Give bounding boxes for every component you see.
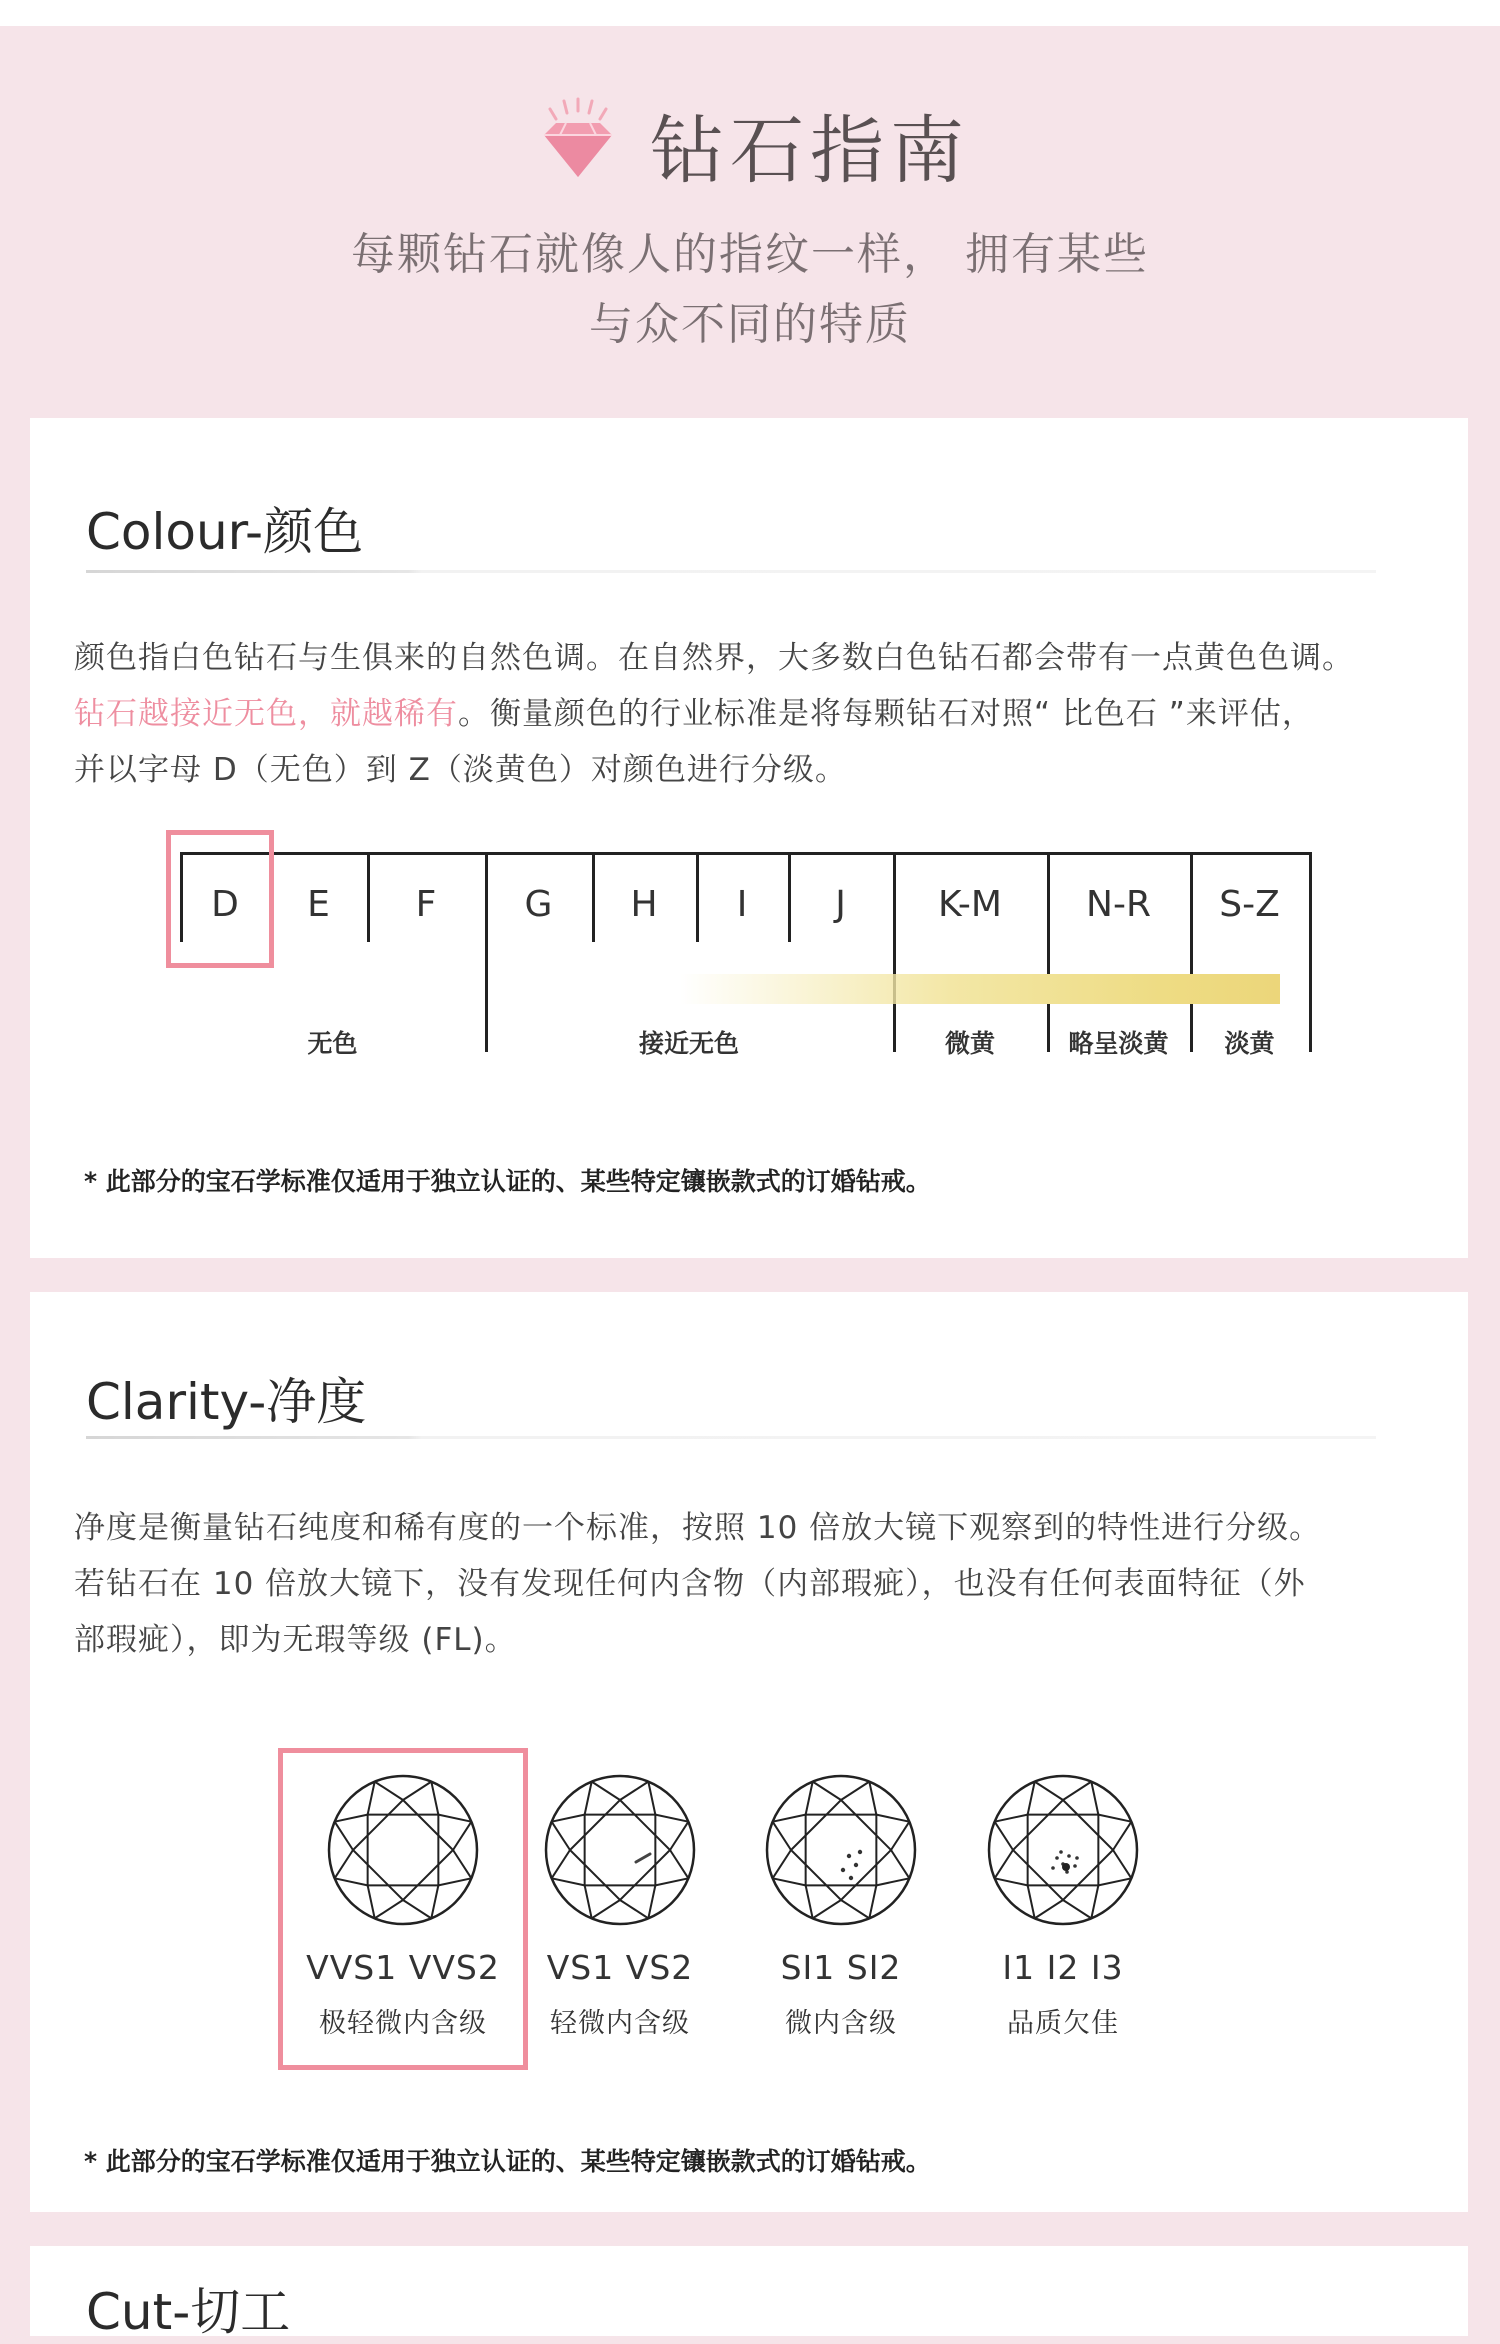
- clarity-footnote: * 此部分的宝石学标准仅适用于独立认证的、某些特定镶嵌款式的订婚钻戒。: [84, 2147, 931, 2176]
- page-title: 钻石指南: [650, 108, 970, 194]
- colour-grade-scale: [180, 852, 1312, 1058]
- page-subtitle: [0, 220, 1500, 360]
- diamond-top-view-icon: [761, 1770, 921, 1930]
- clarity-divider: [86, 1436, 1376, 1439]
- colour-heading: Colour-颜色: [86, 503, 364, 561]
- grade-g: G: [524, 884, 553, 925]
- guide-header: [0, 90, 1500, 360]
- clarity-grade-desc: 微内含级: [785, 2008, 897, 2039]
- diamond-top-view-icon: [323, 1770, 483, 1930]
- subtitle-line: 每颗钻石就像人的指纹一样， 拥有某些: [351, 229, 1149, 280]
- clarity-item-si: [726, 1740, 956, 2040]
- clarity-grade-label: I1 I2 I3: [1002, 1948, 1124, 1987]
- clarity-grade-desc: 轻微内含级: [550, 2008, 690, 2039]
- subtitle-line: 与众不同的特质: [589, 299, 911, 350]
- colour-description: [74, 630, 1414, 798]
- clarity-description: [74, 1500, 1414, 1668]
- grade-f: F: [415, 884, 437, 925]
- grade-i: I: [736, 884, 748, 925]
- grade-k-m: K-M: [938, 884, 1002, 925]
- clarity-grade-label: SI1 SI2: [780, 1948, 902, 1987]
- group-near-colourless: 接近无色: [638, 1029, 739, 1058]
- group-faint-yellow: 微黄: [944, 1029, 995, 1058]
- clarity-item-i: [948, 1740, 1178, 2040]
- scale-top-line: [180, 852, 1312, 855]
- colour-divider: [86, 570, 1376, 573]
- group-very-light-yellow: 略呈淡黄: [1068, 1029, 1169, 1058]
- colour-footnote: * 此部分的宝石学标准仅适用于独立认证的、某些特定镶嵌款式的订婚钻戒。: [84, 1167, 931, 1196]
- selected-grade-highlight: [166, 830, 274, 968]
- grade-e: E: [307, 884, 330, 925]
- colour-desc-text: 。衡量颜色的行业标准是将每颗钻石对照“ 比色石 ”来评估，: [458, 696, 1314, 732]
- scale-tick: [485, 852, 488, 1052]
- colour-desc-line: 并以字母 D（无色）到 Z（淡黄色）对颜色进行分级。: [74, 752, 847, 788]
- colour-desc-line: [74, 686, 1414, 742]
- scale-tick: [1190, 852, 1193, 1052]
- group-light-yellow: 淡黄: [1224, 1029, 1275, 1058]
- clarity-item-vvs: [288, 1740, 518, 2040]
- colour-desc-line: 颜色指白色钻石与生俱来的自然色调。在自然界，大多数白色钻石都会带有一点黄色色调。: [74, 640, 1354, 676]
- clarity-grade-label: VS1 VS2: [546, 1948, 694, 1987]
- clarity-desc-line: 若钻石在 10 倍放大镜下，没有发现任何内含物（内部瑕疵），也没有任何表面特征（外: [74, 1566, 1306, 1602]
- scale-tick: [1047, 852, 1050, 1052]
- clarity-grade-row: [0, 1740, 1500, 2080]
- diamond-top-view-icon: [983, 1770, 1143, 1930]
- grade-d: D: [211, 884, 239, 925]
- grade-n-r: N-R: [1086, 884, 1151, 925]
- colour-gradient-band: [680, 974, 1280, 1004]
- scale-tick: [1309, 852, 1312, 1052]
- clarity-desc-line: 净度是衡量钻石纯度和稀有度的一个标准，按照 10 倍放大镜下观察到的特性进行分级。: [74, 1510, 1322, 1546]
- clarity-heading: Clarity-净度: [86, 1373, 367, 1431]
- clarity-desc-line: 部瑕疵），即为无瑕等级 (FL)。: [74, 1622, 517, 1658]
- colour-emphasis-text: 钻石越接近无色，就越稀有: [74, 696, 458, 732]
- clarity-grade-desc: 极轻微内含级: [319, 2008, 487, 2039]
- top-bar: [0, 0, 1500, 26]
- grade-j: J: [835, 884, 846, 925]
- clarity-item-vs: [505, 1740, 735, 2040]
- cut-heading: Cut-切工: [86, 2283, 291, 2341]
- group-colourless: 无色: [307, 1029, 358, 1058]
- diamond-icon: [530, 95, 626, 195]
- diamond-top-view-icon: [540, 1770, 700, 1930]
- grade-h: H: [630, 884, 658, 925]
- grade-s-z: S-Z: [1219, 884, 1280, 925]
- clarity-grade-label: VVS1 VVS2: [306, 1948, 500, 1987]
- scale-tick: [893, 852, 896, 1052]
- clarity-grade-desc: 品质欠佳: [1007, 2008, 1119, 2039]
